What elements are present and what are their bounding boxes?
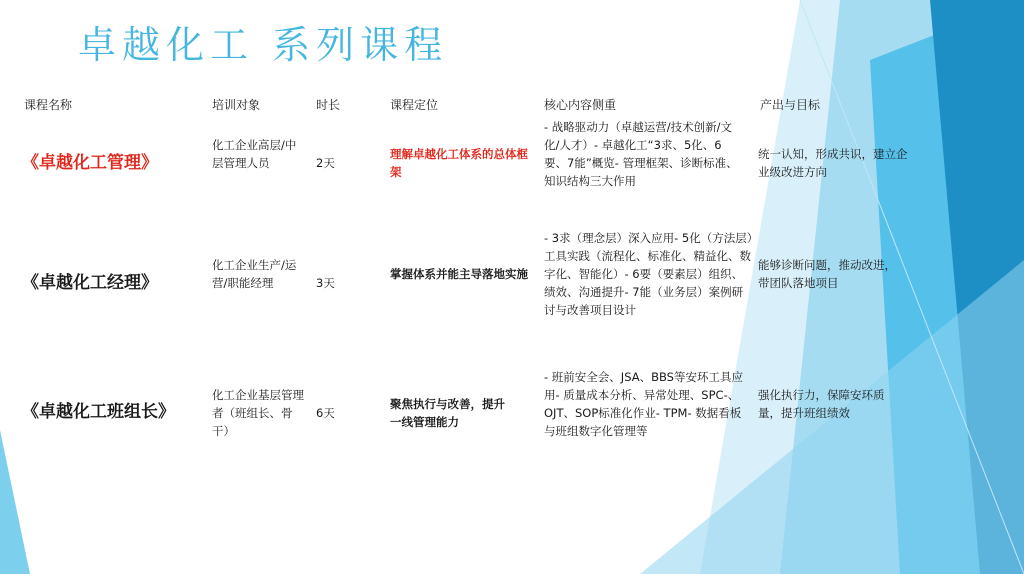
slide-title: 卓越化工 系列课程 — [78, 23, 449, 67]
goal-manager: 能够诊断问题，推动改进，带团队落地项目 — [758, 258, 896, 290]
course-name-management: 《卓越化工管理》 — [22, 153, 158, 173]
header-goal: 产出与目标 — [760, 98, 821, 112]
header-duration: 时长 — [316, 98, 341, 112]
course-name-manager: 《卓越化工经理》 — [22, 273, 158, 293]
core-content-manager: - 3求（理念层）深入应用- 5化（方法层）工具实践（流程化、标准化、精益化、数字化、智能化）- 6要（要素层）组织、绩效、沟通提升- 7能（业务层）案例研讨与改善项目设计 — [544, 231, 753, 317]
audience-management: 化工企业高层/中层管理人员 — [212, 138, 297, 170]
header-course-name: 课程名称 — [24, 98, 73, 112]
positioning-team-leader: 聚焦执行与改善，提升一线管理能力 — [390, 397, 505, 429]
header-core-content: 核心内容侧重 — [544, 98, 617, 112]
core-content-management: - 战略驱动力（卓越运营/技术创新/文化/人才）- 卓越化工“3求、5化、6要、7能”概览- 管理框架、诊断标准、知识结构三大作用 — [544, 120, 738, 188]
course-name-team-leader: 《卓越化工班组长》 — [22, 402, 175, 422]
duration-manager: 3天 — [316, 276, 335, 290]
duration-management: 2天 — [316, 156, 335, 170]
core-content-team-leader: - 班前安全会、JSA、BBS等安环工具应用- 质量成本分析、异常处理、SPC-、OJT、SOP标准化作业- TPM- 数据看板与班组数字化管理等 — [544, 370, 743, 438]
audience-manager: 化工企业生产/运营/职能经理 — [212, 258, 297, 290]
header-audience: 培训对象 — [212, 98, 261, 112]
left-corner-shape — [0, 430, 30, 574]
positioning-management: 理解卓越化工体系的总体框架 — [390, 147, 528, 179]
duration-team-leader: 6天 — [316, 406, 335, 420]
goal-management: 统一认知，形成共识，建立企业级改进方向 — [758, 147, 908, 179]
header-positioning: 课程定位 — [390, 98, 439, 112]
positioning-manager: 掌握体系并能主导落地实施 — [390, 267, 528, 281]
goal-team-leader: 强化执行力，保障安环质量，提升班组绩效 — [758, 388, 885, 420]
audience-team-leader: 化工企业基层管理者（班组长、骨干） — [212, 388, 304, 438]
